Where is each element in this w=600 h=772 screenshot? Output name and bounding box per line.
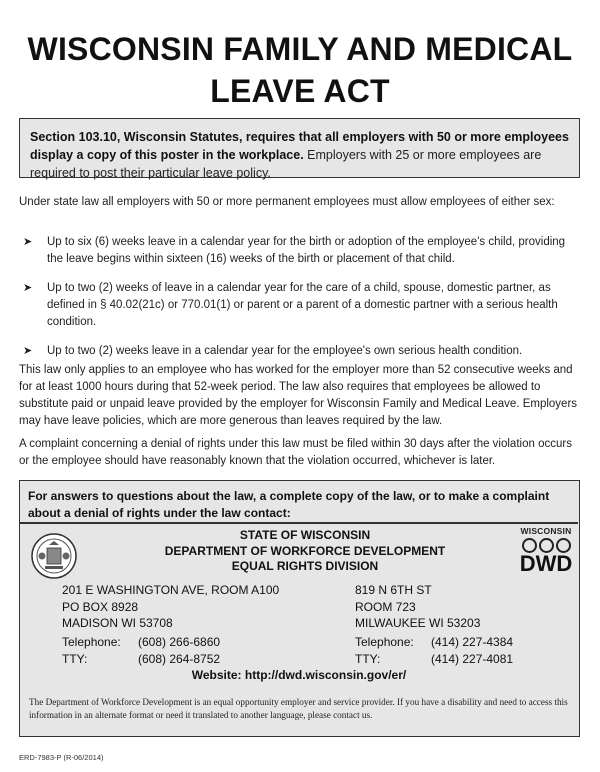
list-item <box>19 343 581 360</box>
website-link[interactable]: Website: http://dwd.wisconsin.gov/er/ <box>191 668 407 682</box>
milwaukee-address <box>355 582 480 632</box>
tty-number: (608) 264-8752 <box>138 651 221 666</box>
address-line: PO BOX 8928 <box>62 599 139 614</box>
list-item <box>19 234 581 268</box>
leave-entitlement-list <box>19 234 581 372</box>
complaint-paragraph: A complaint concerning a denial of rights under this law must be filed within 30 days after the violation occurs or the employee should have reasonably known that the violation occurred, whichever is later. <box>19 438 572 467</box>
contact-details <box>20 522 578 736</box>
tty-number: (414) 227-4081 <box>431 651 514 666</box>
form-number: ERD-7983-P (R-06/2014) <box>19 753 104 762</box>
bullet-icon: ➤ <box>23 236 33 248</box>
contact-box <box>19 480 580 737</box>
madison-address <box>62 582 279 632</box>
address-line: MILWAUKEE WI 53203 <box>355 616 481 630</box>
address-line: MADISON WI 53708 <box>62 616 173 630</box>
posting-requirement-notice <box>19 118 580 178</box>
contact-heading: For answers to questions about the law, a complete copy of the law, or to make a complaint about a denial of rights under the law contact: <box>28 489 550 520</box>
logo-dwd-text: DWD <box>519 551 573 576</box>
title-line-1: WISCONSIN FAMILY AND MEDICAL <box>27 31 573 67</box>
tty-label: TTY: <box>355 651 381 666</box>
address-line: ROOM 723 <box>355 599 416 614</box>
equal-opportunity-footnote: The Department of Workforce Development is an equal opportunity employer and service provider. If you have a disability and need to access this information in an alternate format or need it translated to another language, please contact us. <box>29 697 568 720</box>
telephone-label: Telephone: <box>62 635 121 649</box>
notice-normal-text: Employers with 25 or more employees are required to post their particular leave policy. <box>30 148 542 180</box>
list-item-text: Up to two (2) weeks of leave in a calendar year for the care of a child, spouse, domestic partner, as defined in § 40.02(21c) or 770.01(1) or parent or a parent of a domestic partner with a serious health condition. <box>47 282 558 328</box>
page-title <box>0 28 600 112</box>
agency-line-3: EQUAL RIGHTS DIVISION <box>231 559 379 573</box>
intro-paragraph: Under state law all employers with 50 or more permanent employees must allow employees of either sex: <box>19 196 555 208</box>
agency-line-1: STATE OF WISCONSIN <box>239 528 371 542</box>
list-item-text: Up to two (2) weeks leave in a calendar year for the employee's own serious health condition. <box>47 345 523 357</box>
madison-phones <box>62 634 220 667</box>
milwaukee-phones <box>355 634 513 667</box>
tty-label: TTY: <box>62 651 88 666</box>
bullet-icon: ➤ <box>23 282 33 294</box>
notice-bold-text: Section 103.10, Wisconsin Statutes, requires that all employers with 50 or more employees display a copy of this poster in the workplace. <box>30 130 569 162</box>
list-item-text: Up to six (6) weeks leave in a calendar year for the birth or adoption of the employee's child, providing the leave begins within sixteen (16) weeks of the birth or placement of that child. <box>47 236 566 265</box>
state-seal-icon <box>30 532 78 580</box>
telephone-number: (608) 266-6860 <box>138 635 221 649</box>
telephone-label: Telephone: <box>355 635 414 649</box>
agency-name <box>120 528 490 575</box>
agency-line-2: DEPARTMENT OF WORKFORCE DEVELOPMENT <box>164 543 446 558</box>
dwd-logo <box>516 526 576 574</box>
title-line-2: LEAVE ACT <box>210 73 390 109</box>
address-line: 819 N 6TH ST <box>355 583 432 597</box>
eligibility-paragraph: This law only applies to an employee who has worked for the employer more than 52 consecutive weeks and for at least 1000 hours during that 52-week period. The law also requires that employees be allowed to substitute paid or unpaid leave provided by the employer for Wisconsin Family and Medical Leave. Employers may have leave policies, which are more generous than leaves required by the law. <box>19 364 578 427</box>
list-item <box>19 280 581 331</box>
address-line: 201 E WASHINGTON AVE, ROOM A100 <box>62 583 280 597</box>
bullet-icon: ➤ <box>23 345 33 357</box>
telephone-number: (414) 227-4384 <box>431 635 514 649</box>
logo-state-text: WISCONSIN <box>520 526 572 536</box>
